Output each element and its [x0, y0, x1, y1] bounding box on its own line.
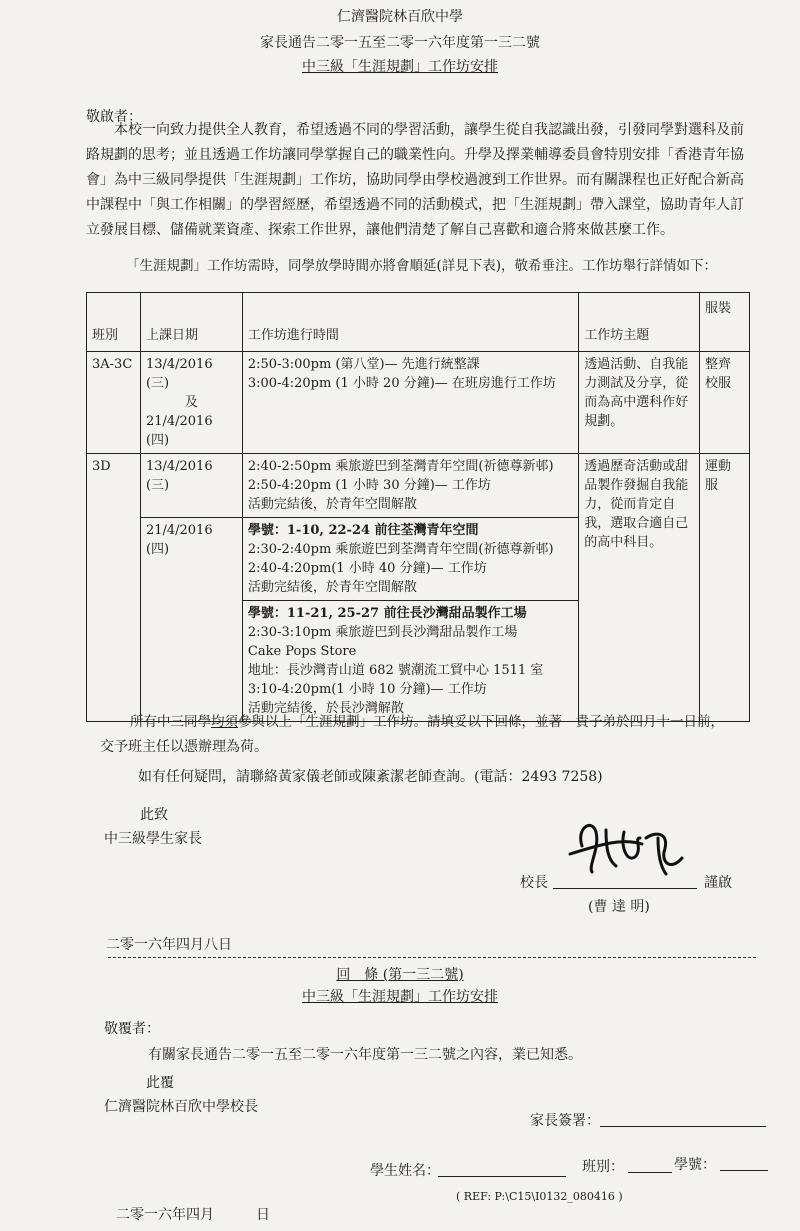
- row4-time-1: 2:30-3:10pm 乘旅遊巴到長沙灣甜品製作工場: [247, 625, 518, 640]
- student-number-label: 學號：: [674, 1157, 716, 1173]
- header-date: 上課日期: [140, 293, 242, 352]
- student-name-field[interactable]: [438, 1158, 566, 1177]
- row1-time-2: 3:00-4:20pm (1 小時 20 分鐘)— 在班房進行工作坊: [247, 376, 556, 391]
- parent-sign-label: 家長簽署：: [530, 1113, 600, 1129]
- student-name-label: 學生姓名：: [370, 1163, 440, 1179]
- row4-address: 地址：長沙灣青山道 682 號潮流工貿中心 1511 室: [247, 663, 544, 678]
- table-header-row: [87, 293, 750, 352]
- row2-class: 3D: [87, 454, 141, 722]
- paragraph-attendance-c: 參與以上「生涯規劃」工作坊。請填妥以下回條，並著 貴子弟於四月十一日前，: [238, 714, 724, 730]
- row3-date: 21/4/2016 (四): [140, 518, 242, 722]
- reply-title: 回 條 (第一三二號): [336, 967, 464, 983]
- notice-number: 家長通告二零一五至二零一六年度第一三二號: [260, 35, 540, 51]
- row4-time-2: 3:10-4:20pm(1 小時 10 分鐘)— 工作坊: [247, 682, 487, 697]
- row1-date-and: 及: [184, 395, 198, 410]
- salutation: 敬啟者：: [86, 109, 142, 125]
- row1-dress: 整齊校服: [700, 352, 750, 454]
- header-theme: 工作坊主題: [579, 293, 700, 352]
- row1-time: [242, 352, 578, 454]
- principal-name: (曹 達 明): [588, 899, 650, 915]
- notice-subject: 中三級「生涯規劃」工作坊安排: [302, 59, 498, 75]
- row4-time: [242, 601, 578, 722]
- principal-label: 校長: [520, 875, 548, 891]
- principal-end: 謹啟: [704, 875, 732, 891]
- row3-time: [242, 518, 578, 601]
- row3-time-1: 2:30-2:40pm 乘旅遊巴到荃灣青年空間(祈德尊新邨): [247, 542, 554, 557]
- row2-time-2: 2:50-4:20pm (1 小時 30 分鐘)— 工作坊: [247, 478, 491, 493]
- closing-recipient: 中三級學生家長: [104, 831, 202, 847]
- row2-theme: 透過歷奇活動或甜品製作發掘自我能力，從而肯定自我，選取合適自己的高中科目。: [579, 454, 700, 722]
- paragraph-details: 「生涯規劃」工作坊需時，同學放學時間亦將會順延(詳見下表)，敬希垂注。工作坊舉行詳情如下：: [126, 258, 718, 274]
- row1-date-2: 21/4/2016 (四): [145, 414, 213, 448]
- student-number-field[interactable]: [720, 1152, 768, 1171]
- reference-code: ( REF: P:\C15\I0132_080416 ): [456, 1190, 623, 1203]
- paragraph-attendance: [130, 710, 724, 730]
- reply-salutation: 敬覆者：: [104, 1021, 160, 1037]
- row2-date: 13/4/2016 (三): [140, 454, 242, 518]
- paragraph-attendance-d: 交予班主任以憑辦理為荷。: [100, 739, 268, 755]
- schedule-table: [86, 292, 750, 722]
- notice-date: 二零一六年四月八日: [106, 937, 232, 953]
- row1-date-1: 13/4/2016 (三): [145, 357, 213, 391]
- row1-date: [140, 352, 242, 454]
- paragraph-attendance-a: 所有中三同學: [130, 714, 211, 730]
- row1-theme: 透過活動、自我能力測試及分享，從而為高中選科作好規劃。: [579, 352, 700, 454]
- row4-store: Cake Pops Store: [247, 644, 357, 659]
- header-class: 班別: [87, 293, 141, 352]
- principal-sign-line: [553, 870, 697, 889]
- header-time: 工作坊進行時間: [242, 293, 578, 352]
- cut-line: [108, 957, 756, 958]
- class-field[interactable]: [628, 1154, 672, 1173]
- row2-time: [242, 454, 578, 518]
- row3-title: 學號：1-10, 22-24 前往荃灣青年空間: [247, 523, 479, 538]
- row2-time-1: 2:40-2:50pm 乘旅遊巴到荃灣青年空間(祈德尊新邨): [247, 459, 554, 474]
- row3-time-2: 2:40-4:20pm(1 小時 40 分鐘)— 工作坊: [247, 561, 487, 576]
- closing-to: 此致: [140, 807, 168, 823]
- row2-dress: 運動服: [700, 454, 750, 722]
- class-label: 班別：: [582, 1159, 624, 1175]
- reply-subject: 中三級「生涯規劃」工作坊安排: [302, 989, 498, 1005]
- reply-date: 二零一六年四月 日: [116, 1207, 270, 1223]
- table-row: [87, 352, 750, 454]
- row4-title: 學號：11-21, 25-27 前往長沙灣甜品製作工場: [247, 606, 527, 621]
- table-row: [87, 454, 750, 518]
- row1-class: 3A-3C: [87, 352, 141, 454]
- row3-time-3: 活動完結後，於青年空間解散: [247, 580, 417, 595]
- row1-time-1: 2:50-3:00pm (第八堂)— 先進行統整課: [247, 357, 480, 372]
- reply-closing-2: 仁濟醫院林百欣中學校長: [104, 1099, 258, 1115]
- parent-sign-field[interactable]: [600, 1108, 766, 1127]
- school-name: 仁濟醫院林百欣中學: [337, 9, 463, 25]
- header-dress: 服裝: [700, 293, 750, 352]
- reply-body: 有關家長通告二零一五至二零一六年度第一三二號之內容，業已知悉。: [148, 1047, 582, 1063]
- paragraph-intro: 本校一向致力提供全人教育，希望透過不同的學習活動，讓學生從自我認識出發，引發同學對選科及前路規劃的思考；並且透過工作坊讓同學掌握自己的職業性向。升學及擇業輔導委員會特別安排「香港青年協會」為中三級同學提供「生涯規劃」工作坊，協助同學由學校過渡到工作世界。而有關課程也正好配合新高中課程中「與工作相關」的學習經歷，希望透過不同的活動模式，把「生涯規劃」帶入課堂，協助青年人訂立發展目標、儲備就業資產、探索工作世界，讓他們清楚了解自己喜歡和適合將來做甚麼工作。: [86, 122, 744, 238]
- reply-closing-1: 此覆: [146, 1075, 174, 1091]
- paragraph-attendance-must: 均須: [211, 714, 238, 730]
- paragraph-enquiry: 如有任何疑問，請聯絡黃家儀老師或陳紊潔老師查詢。(電話：2493 7258): [138, 769, 603, 785]
- row4-time-3: 活動完結後，於長沙灣解散: [247, 701, 404, 716]
- row2-time-3: 活動完結後，於青年空間解散: [247, 497, 417, 512]
